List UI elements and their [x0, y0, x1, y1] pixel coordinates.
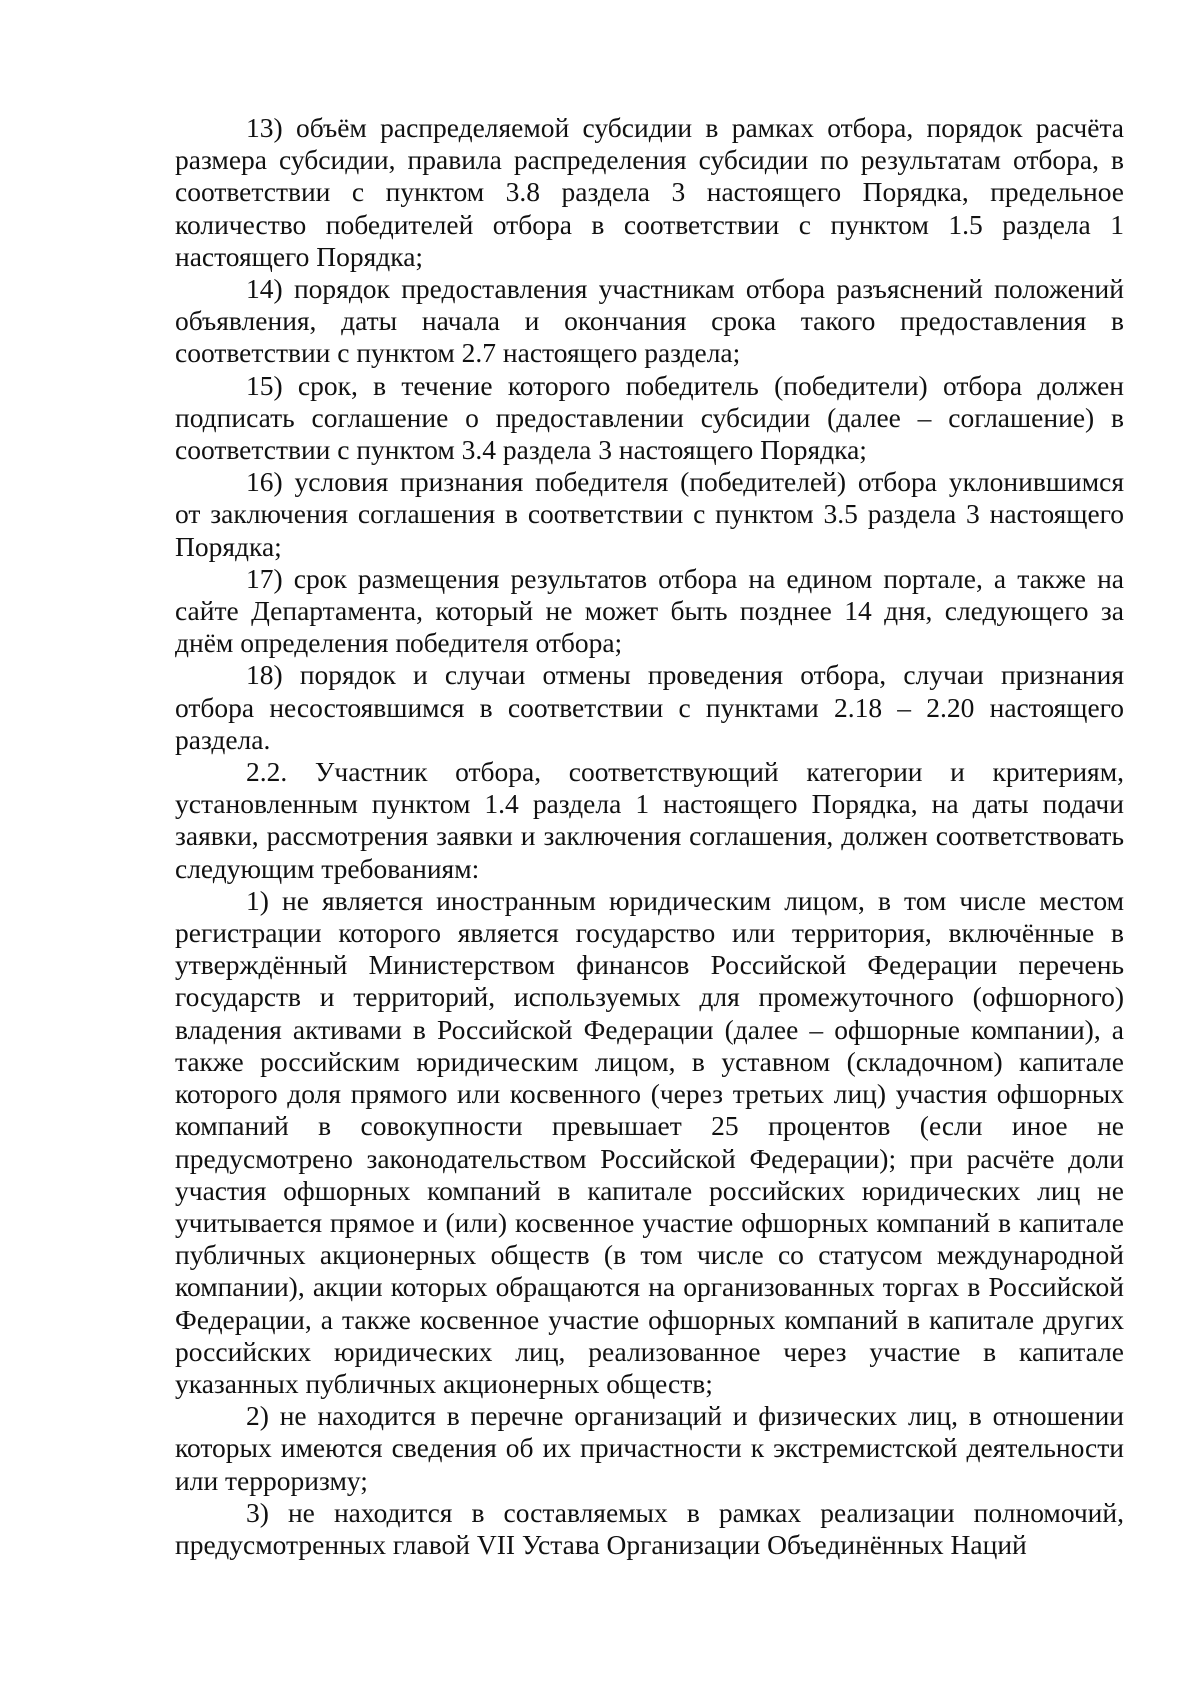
paragraph-item-16: 16) условия признания победителя (победителей) отбора уклонившимся от заключения соглашения в соответствии с пунктом 3.5 раздела 3 настоящего Порядка; [175, 466, 1124, 562]
paragraph-requirement-3: 3) не находится в составляемых в рамках реализации полномочий, предусмотренных главой VII Устава Организации Объединённых Наций [175, 1496, 1124, 1560]
paragraph-item-15: 15) срок, в течение которого победитель (победители) отбора должен подписать соглашение о предоставлении субсидии (далее – соглашение) в соответствии с пунктом 3.4 раздела 3 настоящего Порядка; [175, 369, 1124, 466]
paragraph-item-17: 17) срок размещения результатов отбора на едином портале, а также на сайте Департамента, который не может быть позднее 14 дня, следующего за днём определения победителя отбора; [175, 562, 1124, 659]
paragraph-requirement-1: 1) не является иностранным юридическим лицом, в том числе местом регистрации которого является государство или территория, включённые в утверждённый Министерством финансов Российской Федерации перечень государств и территорий, используемых для промежуточного (офшорного) владения активами в Российской Федерации (далее – офшорные компании), а также российским юридическим лицом, в уставном (складочном) капитале которого доля прямого или косвенного (через третьих лиц) участия офшорных компаний в совокупности превышает 25 процентов (если иное не предусмотрено законодательством Российской Федерации); при расчёте доли участия офшорных компаний в капитале российских юридических лиц не учитывается прямое и (или) косвенное участие офшорных компаний в капитале публичных акционерных обществ (в том числе со статусом международной компании), акции которых обращаются на организованных торгах в Российской Федерации, а также косвенное участие офшорных компаний в капитале других российских юридических лиц, реализованное через участие в капитале указанных публичных акционерных обществ; [175, 884, 1124, 1399]
paragraph-item-14: 14) порядок предоставления участникам отбора разъяснений положений объявления, даты начала и окончания срока такого предоставления в соответствии с пунктом 2.7 настоящего раздела; [175, 273, 1124, 369]
paragraph-item-18: 18) порядок и случаи отмены проведения отбора, случаи признания отбора несостоявшимся в соответствии с пунктами 2.18 – 2.20 настоящего раздела. [175, 659, 1124, 755]
paragraph-requirement-2: 2) не находится в перечне организаций и физических лиц, в отношении которых имеются сведения об их причастности к экстремистской деятельности или терроризму; [175, 1400, 1124, 1496]
paragraph-section-2-2: 2.2. Участник отбора, соответствующий категории и критериям, установленным пунктом 1.4 раздела 1 настоящего Порядка, на даты подачи заявки, рассмотрения заявки и заключения соглашения, должен соответствовать следующим требованиям: [175, 756, 1124, 884]
document-page [175, 112, 1124, 1561]
paragraph-item-13: 13) объём распределяемой субсидии в рамках отбора, порядок расчёта размера субсидии, правила распределения субсидии по результатам отбора, в соответствии с пунктом 3.8 раздела 3 настоящего Порядка, предельное количество победителей отбора в соответствии с пунктом 1.5 раздела 1 настоящего Порядка; [175, 112, 1124, 272]
